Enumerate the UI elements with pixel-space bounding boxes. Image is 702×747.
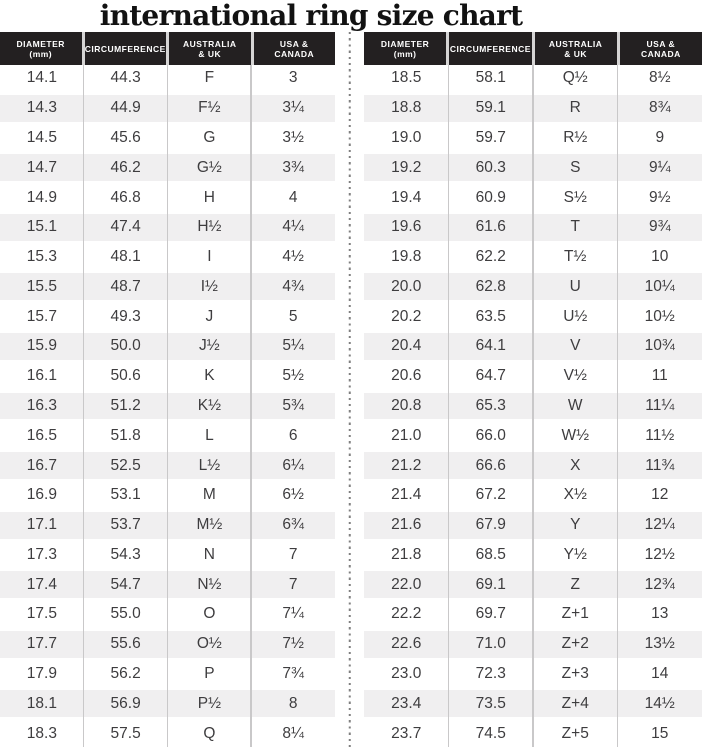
table-cell: 22.0 [391, 575, 422, 593]
table-cell: N½ [197, 575, 222, 593]
table-cell: 13 [651, 605, 669, 623]
table-cell: 14.7 [26, 158, 57, 176]
table-cell: 63.5 [475, 307, 506, 325]
table-cell: 66.6 [475, 456, 506, 474]
table-cell: 58.1 [475, 69, 506, 87]
table-cell: 12½ [644, 545, 675, 563]
table-cell: U [569, 277, 581, 295]
table-cell: 50.6 [110, 367, 141, 385]
table-cell: 71.0 [475, 635, 506, 653]
table-cell: 11 [651, 367, 668, 385]
table-cell: 53.1 [110, 486, 141, 504]
table-cell: 6 [288, 426, 298, 444]
header-cell-line: DIAMETER [16, 38, 65, 49]
table-cell: 19.0 [391, 128, 422, 146]
header-cell-line: & UK [564, 48, 588, 59]
table-cell: 65.3 [475, 396, 506, 414]
header-cell-line: CANADA [274, 48, 315, 59]
table-cell: K [204, 367, 215, 385]
table-cell: 5¼ [282, 337, 304, 355]
header-cell [254, 32, 336, 65]
table-cell: 5¾ [282, 396, 304, 414]
table-cell: 8 [288, 694, 298, 712]
page-title: international ring size chart [99, 0, 523, 32]
table-cell: 7½ [282, 635, 304, 653]
table-cell: T½ [564, 248, 587, 266]
table-cell: 12 [651, 486, 669, 504]
table-cell: L [205, 426, 214, 444]
table-cell: 20.2 [391, 307, 422, 325]
table-cell: 8½ [648, 69, 671, 87]
header-cell-line: CANADA [640, 48, 681, 59]
table-cell: 20.4 [391, 337, 422, 355]
table-cell: G [203, 128, 216, 146]
divider-zone [335, 32, 364, 747]
table-cell: 62.2 [475, 248, 506, 266]
column-divider [250, 65, 252, 747]
header-cell-line: USA & [279, 38, 309, 49]
table-cell: 3¼ [282, 99, 304, 117]
table-cell: 69.7 [475, 605, 506, 623]
table-cell: 56.2 [110, 665, 141, 683]
table-cell: V½ [563, 367, 587, 385]
header-cell-line: USA & [646, 38, 676, 49]
header-cell-line: (mm) [29, 48, 53, 59]
table-cell: I [207, 248, 212, 266]
table-cell: 18.5 [391, 69, 422, 87]
table-body [0, 65, 335, 747]
table-cell: L½ [198, 456, 221, 474]
table-cell: 3 [288, 69, 298, 87]
table-cell: F½ [198, 99, 221, 117]
table-cell: 23.4 [391, 694, 422, 712]
table-cell: 15.7 [26, 307, 57, 325]
table-cell: J [205, 307, 214, 325]
table-cell: 60.9 [475, 188, 506, 206]
table-cell: 59.7 [475, 128, 506, 146]
table-cell: S½ [563, 188, 587, 206]
table-cell: 53.7 [110, 516, 141, 534]
table-cell: Z+3 [561, 665, 589, 683]
table-cell: 60.3 [475, 158, 506, 176]
table-cell: W½ [561, 426, 590, 444]
table-cell: S [570, 158, 581, 176]
table-cell: 4 [288, 188, 298, 206]
table-cell: 15.9 [26, 337, 57, 355]
table-cell: 22.2 [391, 605, 422, 623]
header-cell-line: (mm) [393, 48, 417, 59]
table-cell: 12¾ [644, 575, 675, 593]
table-cell: 15.5 [26, 277, 57, 295]
dotted-divider [348, 32, 351, 747]
table-cell: 19.8 [391, 248, 422, 266]
table-cell: P½ [197, 694, 221, 712]
table-cell: 9 [655, 128, 665, 146]
table-cell: 46.8 [110, 188, 141, 206]
table-cell: 14 [651, 665, 669, 683]
table-cell: X½ [563, 486, 587, 504]
table-cell: U½ [563, 307, 588, 325]
table-cell: 7 [288, 545, 298, 563]
table-cell: 6¼ [282, 456, 304, 474]
header-cell-line: CIRCUMFERENCE [449, 43, 531, 54]
header-cell [535, 32, 617, 65]
table-cell: O [203, 605, 216, 623]
column-divider [617, 65, 619, 747]
header-cell [169, 32, 251, 65]
table-cell: Z+2 [561, 635, 589, 653]
table-cell: 21.0 [391, 426, 422, 444]
table-cell: Z+4 [561, 694, 589, 712]
table-cell: 4½ [282, 248, 304, 266]
table-cell: M [202, 486, 216, 504]
table-cell: R½ [563, 128, 588, 146]
table-cell: 68.5 [475, 545, 506, 563]
table-cell: 74.5 [475, 724, 506, 742]
table-cell: 16.5 [26, 426, 57, 444]
table-cell: 51.8 [110, 426, 141, 444]
table-cell: 18.1 [26, 694, 57, 712]
table-header [364, 32, 702, 65]
table-cell: 23.0 [391, 665, 422, 683]
table-cell: 18.3 [26, 724, 57, 742]
table-cell: 19.6 [391, 218, 422, 236]
table-cell: 20.6 [391, 367, 422, 385]
table-cell: 46.2 [110, 158, 141, 176]
table-cell: 7¾ [282, 665, 304, 683]
table-cell: P [204, 665, 215, 683]
table-cell: 17.3 [26, 545, 57, 563]
table-cell: 10½ [644, 307, 675, 325]
table-cell: 67.2 [475, 486, 506, 504]
table-cell: 10 [651, 248, 669, 266]
header-cell [449, 32, 531, 65]
table-cell: 17.1 [26, 516, 57, 534]
table-cell: 15.1 [26, 218, 57, 236]
table-cell: 47.4 [110, 218, 141, 236]
table-cell: 64.1 [475, 337, 506, 355]
table-header [0, 32, 335, 65]
table-cell: 6½ [282, 486, 304, 504]
table-cell: 9¾ [648, 218, 671, 236]
header-cell-line: DIAMETER [380, 38, 430, 49]
ring-size-table-left [0, 32, 335, 747]
table-cell: 11¼ [645, 396, 675, 414]
table-cell: 8¾ [648, 99, 671, 117]
table-cell: 11¾ [645, 456, 675, 474]
table-cell: G½ [196, 158, 222, 176]
table-cell: 20.0 [391, 277, 422, 295]
table-cell: 45.6 [110, 128, 141, 146]
header-cell [620, 32, 702, 65]
table-cell: 11½ [645, 426, 675, 444]
tables-container [0, 32, 702, 747]
table-cell: 16.3 [26, 396, 57, 414]
table-cell: 18.8 [391, 99, 422, 117]
header-cell [85, 32, 167, 65]
table-cell: 4¼ [282, 218, 304, 236]
table-cell: H [203, 188, 215, 206]
table-cell: 14.1 [26, 69, 57, 87]
table-cell: 21.2 [391, 456, 422, 474]
table-cell: 17.7 [26, 635, 57, 653]
table-cell: 17.5 [26, 605, 57, 623]
table-cell: 44.9 [110, 99, 141, 117]
table-cell: 9½ [648, 188, 671, 206]
table-cell: 44.3 [110, 69, 141, 87]
table-cell: Q [203, 724, 216, 742]
table-cell: 7¼ [282, 605, 304, 623]
header-cell-line: CIRCUMFERENCE [84, 43, 166, 54]
table-cell: 6¾ [282, 516, 304, 534]
table-cell: 20.8 [391, 396, 422, 414]
table-cell: 16.9 [26, 486, 57, 504]
table-cell: O½ [196, 635, 222, 653]
table-cell: Y [570, 516, 581, 534]
table-cell: 19.2 [391, 158, 422, 176]
table-cell: 21.4 [391, 486, 422, 504]
table-cell: 5½ [282, 367, 304, 385]
table-cell: K½ [197, 396, 221, 414]
table-cell: 61.6 [475, 218, 506, 236]
table-cell: 5 [288, 307, 298, 325]
header-cell [364, 32, 446, 65]
table-cell: 54.3 [110, 545, 141, 563]
table-cell: 13½ [644, 635, 675, 653]
header-cell-line: & UK [198, 48, 222, 59]
table-cell: 3¾ [282, 158, 304, 176]
ring-size-table-right [364, 32, 702, 747]
column-divider [532, 65, 534, 747]
table-cell: 21.6 [391, 516, 422, 534]
table-cell: 66.0 [475, 426, 506, 444]
header-cell [0, 32, 82, 65]
table-cell: 16.7 [26, 456, 57, 474]
table-cell: 72.3 [475, 665, 506, 683]
table-cell: 21.8 [391, 545, 422, 563]
table-cell: 14.5 [26, 128, 57, 146]
header-cell-line: AUSTRALIA [548, 38, 603, 49]
table-cell: 14.9 [26, 188, 57, 206]
table-cell: 64.7 [475, 367, 506, 385]
table-cell: W [567, 396, 583, 414]
table-cell: 69.1 [475, 575, 506, 593]
table-cell: 16.1 [26, 367, 57, 385]
table-cell: N [203, 545, 215, 563]
column-divider [167, 65, 169, 747]
table-cell: J½ [199, 337, 220, 355]
table-cell: Z+1 [561, 605, 589, 623]
table-cell: Z+5 [561, 724, 589, 742]
table-cell: 52.5 [110, 456, 141, 474]
table-cell: Q½ [562, 69, 588, 87]
table-cell: 48.7 [110, 277, 141, 295]
table-cell: H½ [197, 218, 222, 236]
table-cell: Y½ [563, 545, 587, 563]
table-cell: Z [570, 575, 580, 593]
table-cell: 55.0 [110, 605, 141, 623]
table-cell: 56.9 [110, 694, 141, 712]
table-cell: F [204, 69, 215, 87]
table-cell: 3½ [282, 128, 304, 146]
column-divider [448, 65, 450, 747]
table-cell: 50.0 [110, 337, 141, 355]
table-cell: 14.3 [26, 99, 57, 117]
table-cell: 7 [288, 575, 298, 593]
column-divider [83, 65, 85, 747]
table-cell: 55.6 [110, 635, 141, 653]
table-cell: 10¼ [644, 277, 675, 295]
table-cell: 15.3 [26, 248, 57, 266]
table-cell: 22.6 [391, 635, 422, 653]
table-cell: 10¾ [644, 337, 675, 355]
table-cell: 62.8 [475, 277, 506, 295]
header-cell-line: AUSTRALIA [182, 38, 237, 49]
table-cell: 67.9 [475, 516, 506, 534]
table-body [364, 65, 702, 747]
title-row [0, 0, 702, 32]
table-cell: I½ [200, 277, 218, 295]
table-cell: T [570, 218, 580, 236]
table-cell: 9¼ [648, 158, 671, 176]
table-cell: 8¼ [282, 724, 304, 742]
table-cell: X [570, 456, 581, 474]
table-cell: R [569, 99, 581, 117]
table-cell: 51.2 [110, 396, 141, 414]
table-cell: 73.5 [475, 694, 506, 712]
table-cell: 4¾ [282, 277, 304, 295]
table-cell: 23.7 [391, 724, 422, 742]
table-cell: 48.1 [110, 248, 141, 266]
table-cell: M½ [196, 516, 223, 534]
table-cell: 54.7 [110, 575, 141, 593]
table-cell: 12¼ [644, 516, 675, 534]
table-cell: 17.4 [26, 575, 57, 593]
table-cell: 59.1 [475, 99, 506, 117]
table-cell: 57.5 [110, 724, 141, 742]
table-cell: V [570, 337, 581, 355]
table-cell: 15 [651, 724, 669, 742]
table-cell: 19.4 [391, 188, 422, 206]
table-cell: 49.3 [110, 307, 141, 325]
table-cell: 14½ [644, 694, 675, 712]
table-cell: 17.9 [26, 665, 57, 683]
